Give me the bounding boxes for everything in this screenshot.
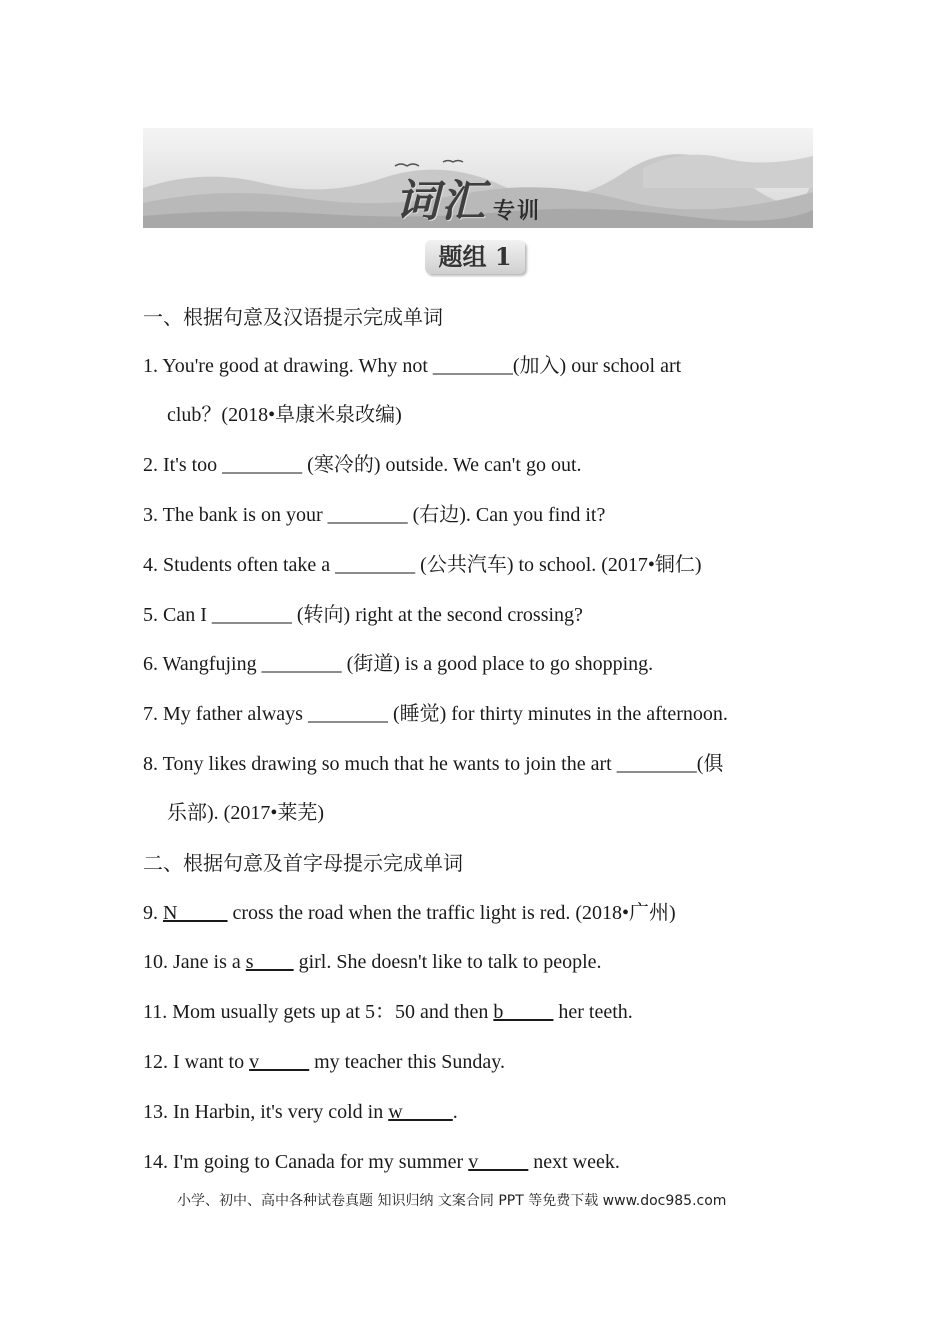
question-text: 14. I'm going to Canada for my summer	[143, 1151, 469, 1173]
question-text: next week.	[528, 1151, 620, 1173]
banner-subtitle: 专训	[493, 199, 542, 224]
question-1-continued: club？(2018•阜康米泉改编)	[167, 404, 402, 426]
question-text: 11. Mom usually gets up at 5：50 and then	[143, 1001, 494, 1023]
question-5: 5. Can I ________ (转向) right at the second crossing?	[143, 604, 583, 626]
answer-blank: b_____	[493, 1001, 554, 1023]
question-text: 10. Jane is a	[143, 951, 246, 973]
question-6: 6. Wangfujing ________ (街道) is a good place to go shopping.	[143, 653, 654, 675]
answer-blank: v_____	[249, 1051, 310, 1073]
question-14	[143, 1150, 620, 1174]
question-1: 1. You're good at drawing. Why not ________(加入) our school art	[143, 355, 682, 377]
section-1-title: 一、根据句意及汉语提示完成单词	[143, 305, 443, 329]
question-12	[143, 1050, 505, 1074]
question-text: cross the road when the traffic light is red. (2018•广州)	[227, 902, 676, 924]
answer-blank: s____	[245, 951, 294, 973]
question-13	[143, 1100, 458, 1124]
answer-blank: N_____	[163, 902, 228, 924]
group-label: 题组 1	[425, 240, 525, 274]
question-10	[143, 950, 602, 974]
question-9	[143, 901, 676, 925]
question-text: .	[452, 1101, 458, 1123]
question-text: her teeth.	[553, 1001, 633, 1023]
question-text: girl. She doesn't like to talk to people.	[293, 951, 602, 973]
question-8: 8. Tony likes drawing so much that he wants to join the art ________(俱	[143, 753, 724, 775]
question-11	[143, 1000, 633, 1024]
footer-text: 小学、初中、高中各种试卷真题 知识归纳 文案合同 PPT 等免费下载 www.doc985.com	[177, 1193, 727, 1209]
banner-title: 词汇	[395, 176, 487, 227]
question-text: 12. I want to	[143, 1051, 250, 1073]
question-8-continued: 乐部). (2017•莱芜)	[167, 802, 324, 824]
question-text: 9.	[143, 902, 163, 924]
question-text: 13. In Harbin, it's very cold in	[143, 1101, 389, 1123]
question-text: my teacher this Sunday.	[309, 1051, 505, 1073]
question-4: 4. Students often take a ________ (公共汽车) to school. (2017•铜仁)	[143, 554, 702, 576]
question-3: 3. The bank is on your ________ (右边). Can you find it?	[143, 504, 606, 526]
answer-blank: w_____	[388, 1101, 453, 1123]
question-7: 7. My father always ________ (睡觉) for thirty minutes in the afternoon.	[143, 703, 728, 725]
question-2: 2. It's too ________ (寒冷的) outside. We can't go out.	[143, 454, 582, 476]
answer-blank: v_____	[468, 1151, 529, 1173]
section-2-title: 二、根据句意及首字母提示完成单词	[143, 851, 463, 875]
